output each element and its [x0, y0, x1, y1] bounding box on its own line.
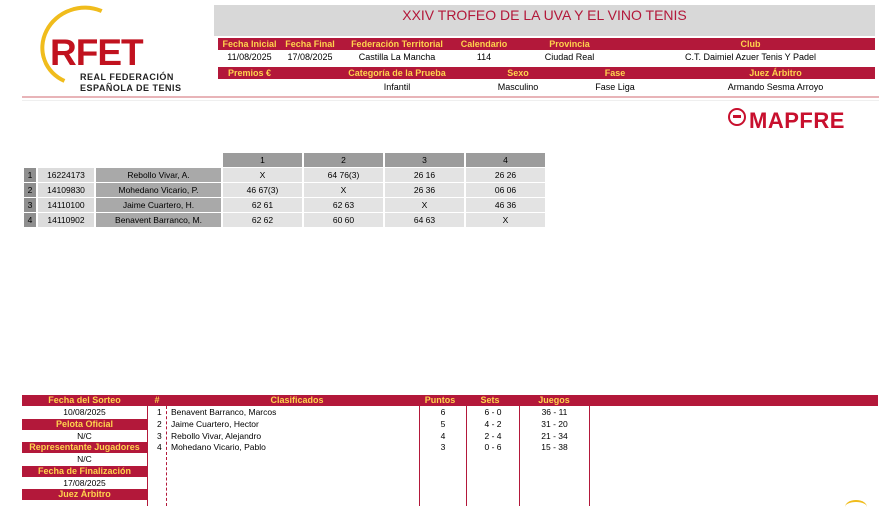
player-name: Rebollo Vivar, A.: [96, 168, 221, 182]
value-juez-arbitro: Armando Sesma Arroyo: [727, 82, 824, 92]
standings-pos: 4: [157, 442, 162, 452]
logo-text: RFET: [50, 32, 143, 73]
column-divider-dashed: [166, 406, 167, 506]
logo-subtitle-2: ESPAÑOLA DE TENIS: [80, 83, 182, 93]
match-result: 60 60: [304, 213, 383, 227]
grid-row: [24, 213, 545, 227]
info-header-row-1: [218, 38, 875, 50]
player-license: 16224173: [38, 168, 94, 182]
match-result: 26 26: [466, 168, 545, 182]
column-divider: [147, 406, 148, 506]
label-pelota-oficial: Pelota Oficial: [22, 419, 147, 430]
standings-juegos: 21 - 34: [541, 431, 568, 441]
match-result: 26 36: [385, 183, 464, 197]
info-header-row-2: [218, 67, 875, 79]
value-federacion: Castilla La Mancha: [358, 52, 436, 62]
header-juez-arbitro: Juez Árbitro: [749, 68, 802, 78]
rfet-logo: [30, 4, 190, 98]
logo-subtitle-1: REAL FEDERACIÓN: [80, 72, 174, 82]
row-number: 2: [24, 183, 36, 197]
header-clasificados: Clasificados: [270, 395, 324, 405]
header-puntos: Puntos: [424, 395, 456, 405]
grid-header-row: [24, 153, 545, 167]
header-divider-shadow: [22, 100, 879, 101]
header-federacion: Federación Territorial: [351, 39, 443, 49]
player-name: Jaime Cuartero, H.: [96, 198, 221, 212]
row-number: 3: [24, 198, 36, 212]
grid-col-header: 4: [466, 153, 545, 167]
value-calendario: 114: [476, 52, 492, 62]
header-calendario: Calendario: [460, 39, 508, 49]
value-provincia: Ciudad Real: [544, 52, 595, 62]
grid-row: [24, 183, 545, 197]
header-categoria: Categoría de la Prueba: [348, 68, 446, 78]
header-sets: Sets: [480, 395, 500, 405]
player-name: Benavent Barranco, M.: [96, 213, 221, 227]
match-result: X: [385, 198, 464, 212]
match-result: X: [223, 168, 302, 182]
row-number: 1: [24, 168, 36, 182]
standings-header-bar: [22, 395, 878, 406]
header-premios: Premios €: [227, 68, 272, 78]
header-fecha-inicial: Fecha Inicial: [222, 39, 277, 49]
match-result: 62 63: [304, 198, 383, 212]
column-divider: [589, 406, 590, 506]
mapfre-text: MAPFRE: [749, 108, 845, 133]
value-fecha-finalizacion: 17/08/2025: [63, 478, 106, 488]
grid-col-header: 2: [304, 153, 383, 167]
match-result: 06 06: [466, 183, 545, 197]
match-result: 62 62: [223, 213, 302, 227]
header-club: Club: [740, 39, 761, 49]
header-divider: [22, 96, 879, 98]
match-result: 26 16: [385, 168, 464, 182]
standings-puntos: 5: [440, 419, 446, 429]
player-license: 14109830: [38, 183, 94, 197]
row-number: 4: [24, 213, 36, 227]
match-result: X: [466, 213, 545, 227]
standings-puntos: 6: [440, 407, 446, 417]
grid-row: [24, 168, 545, 182]
standings-sets: 6 - 0: [484, 407, 502, 417]
value-fecha-inicial: 11/08/2025: [227, 52, 272, 62]
player-name: Mohedano Vicario, P.: [96, 183, 221, 197]
grid-row: [24, 198, 545, 212]
corner-ball-icon: [845, 500, 867, 514]
standings-name: Rebollo Vivar, Alejandro: [171, 431, 262, 441]
mapfre-logo: [728, 108, 845, 134]
grid-col-header: 3: [385, 153, 464, 167]
label-juez-arbitro: Juez Árbitro: [22, 489, 147, 500]
match-result: 62 61: [223, 198, 302, 212]
match-result: 46 36: [466, 198, 545, 212]
standings-name: Jaime Cuartero, Hector: [171, 419, 259, 429]
header-fecha-final: Fecha Final: [285, 39, 335, 49]
standings-name: Benavent Barranco, Marcos: [171, 407, 277, 417]
standings-juegos: 31 - 20: [541, 419, 568, 429]
header-sexo: Sexo: [507, 68, 529, 78]
standings-pos: 2: [157, 419, 162, 429]
value-categoria: Infantil: [383, 82, 411, 92]
results-grid: [22, 152, 547, 228]
header-juegos: Juegos: [538, 395, 570, 405]
value-representante: N/C: [77, 454, 92, 464]
standings-name: Mohedano Vicario, Pablo: [171, 442, 266, 452]
header-fecha-sorteo: Fecha del Sorteo: [48, 395, 121, 405]
value-fecha-final: 17/08/2025: [287, 52, 333, 62]
player-license: 14110100: [38, 198, 94, 212]
tournament-title: XXIV TROFEO DE LA UVA Y EL VINO TENIS: [402, 7, 687, 23]
match-result: 64 76(3): [304, 168, 383, 182]
value-fase: Fase Liga: [595, 82, 635, 92]
standings-sets: 0 - 6: [484, 442, 502, 452]
grid-col-header: 1: [223, 153, 302, 167]
match-result: 46 67(3): [223, 183, 302, 197]
player-license: 14110902: [38, 213, 94, 227]
standings-sets: 2 - 4: [484, 431, 502, 441]
standings-sets: 4 - 2: [484, 419, 502, 429]
info-values-row-1: [218, 51, 875, 64]
value-club: C.T. Daimiel Azuer Tenis Y Padel: [684, 52, 817, 62]
value-fecha-sorteo: 10/08/2025: [63, 407, 106, 417]
info-values-row-2: [218, 81, 875, 94]
match-result: X: [304, 183, 383, 197]
mapfre-emblem-icon: [728, 108, 746, 126]
standings-puntos: 4: [440, 431, 446, 441]
value-pelota-oficial: N/C: [77, 431, 92, 441]
standings-juegos: 15 - 38: [541, 442, 568, 452]
label-representante: Representante Jugadores: [22, 442, 147, 453]
value-sexo: Masculino: [497, 82, 539, 92]
standings-pos: 3: [157, 431, 162, 441]
standings-pos: 1: [157, 407, 162, 417]
match-result: 64 63: [385, 213, 464, 227]
standings-juegos: 36 - 11: [541, 407, 568, 417]
label-fecha-finalizacion: Fecha de Finalización: [22, 466, 147, 477]
standings-puntos: 3: [440, 442, 446, 452]
header-provincia: Provincia: [549, 39, 590, 49]
header-hash: #: [154, 395, 160, 405]
header-fase: Fase: [604, 68, 626, 78]
